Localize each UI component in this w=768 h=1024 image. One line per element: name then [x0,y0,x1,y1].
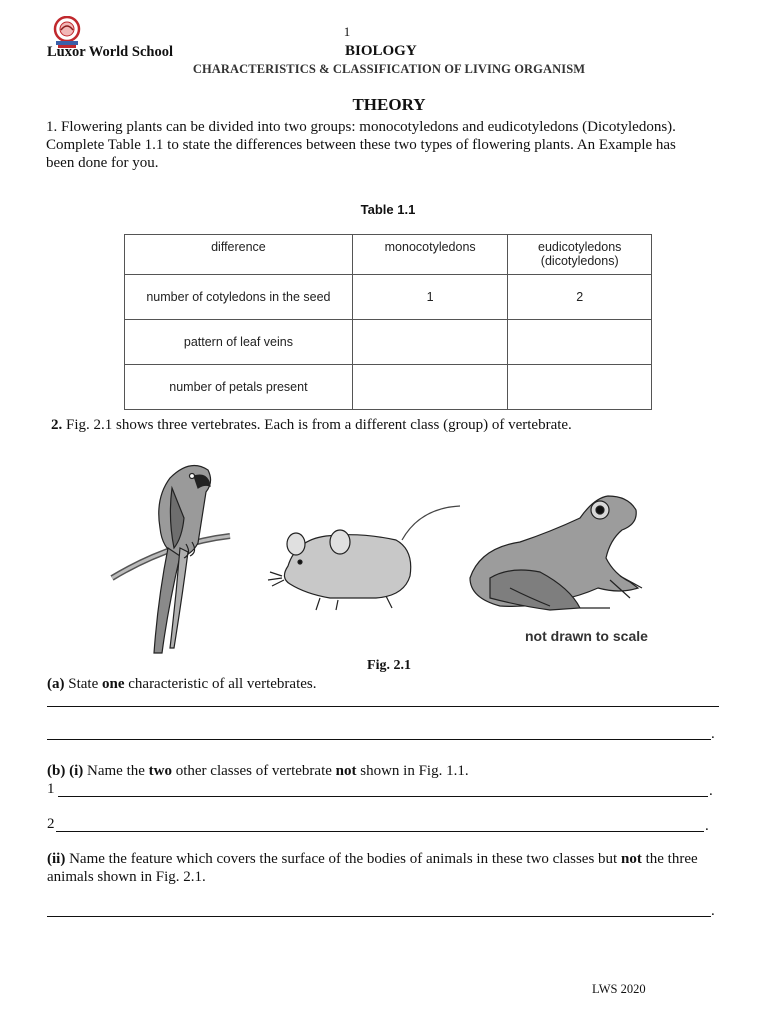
table-row [125,320,652,365]
mono-cell: 1 [352,275,508,320]
parrot-illustration [112,466,230,654]
answer-line-period: . [705,818,709,834]
figure-scale-note: not drawn to scale [525,628,648,644]
school-name: Luxor World School [47,44,173,60]
row-label: number of cotyledons in the seed [125,275,353,320]
row-label: pattern of leaf veins [125,320,353,365]
question-2a [47,676,316,693]
question-2a-text-post: characteristic of all vertebrates. [124,676,317,692]
question-2b-label: (b) (i) [47,763,84,779]
question-2b-i [47,763,469,780]
answer-item-1-number: 1 [47,781,55,797]
question-2b-ii [47,850,727,886]
mono-cell[interactable] [352,365,508,410]
dico-cell[interactable] [508,365,652,410]
question-2b-ii-label: (ii) [47,851,66,867]
figure-label: Fig. 2.1 [367,658,411,673]
dico-cell[interactable] [508,320,652,365]
answer-line-2b-1[interactable] [58,796,708,797]
question-1-instruction: Complete Table 1.1 to state the differences between these two types of flowering plants. An Example has been done for you. [46,137,676,171]
question-2-text: Fig. 2.1 shows three vertebrates. Each is from a different class (group) of vertebrate. [62,417,572,433]
question-2-number: 2. [51,417,63,433]
answer-line-2b-ii[interactable] [47,916,711,917]
question-2a-label: (a) [47,676,65,692]
dico-cell: 2 [508,275,652,320]
comparison-table [124,234,652,410]
question-2b-text-post: shown in Fig. 1.1. [356,763,469,779]
answer-line-period: . [711,726,715,742]
mouse-illustration [268,506,460,610]
mono-cell[interactable] [352,320,508,365]
header-difference: difference [125,235,353,275]
header-eudicotyledons [508,235,652,275]
question-2a-text-bold: one [102,676,125,692]
question-2b-text-bold1: two [148,763,172,779]
question-2b-text-pre: Name the [83,763,149,779]
table-row [125,365,652,410]
table-row [125,275,652,320]
header-eudicotyledons-line2: (dicotyledons) [540,254,619,268]
vertebrates-figure [110,448,670,658]
question-2b-text-mid: other classes of vertebrate [171,763,336,779]
frog-illustration [470,496,642,610]
question-2b-text-bold2: not [335,763,357,779]
footer-code: LWS 2020 [592,982,646,996]
row-label: number of petals present [125,365,353,410]
header-eudicotyledons-line1: eudicotyledons [538,240,622,254]
question-2a-text-pre: State [64,676,102,692]
header-monocotyledons: monocotyledons [352,235,508,275]
topic-subtitle: CHARACTERISTICS & CLASSIFICATION OF LIVING ORGANISM [192,62,586,76]
page-number: 1 [343,24,351,39]
answer-line-2a-2[interactable] [47,739,711,740]
answer-line-period: . [709,783,713,799]
question-1-intro: 1. Flowering plants can be divided into two groups: monocotyledons and eudicotyledons (Dicotyledons). [46,119,676,135]
question-2b-ii-text-post: the three animals shown in Fig. 2.1. [47,851,698,885]
question-2b-ii-text-pre: Name the feature which covers the surface of the bodies of animals in these two classes but [65,851,621,867]
question-1 [46,118,686,172]
answer-line-2a-1[interactable] [47,706,719,707]
table-header-row [125,235,652,275]
answer-line-2b-2[interactable] [56,831,704,832]
table-caption: Table 1.1 [360,202,416,217]
section-title: THEORY [352,95,426,114]
question-2b-ii-text-bold: not [620,851,642,867]
answer-line-period: . [711,903,715,919]
answer-item-2-number: 2 [47,816,55,832]
subject-title: BIOLOGY [345,43,417,59]
question-2-intro [51,417,572,434]
